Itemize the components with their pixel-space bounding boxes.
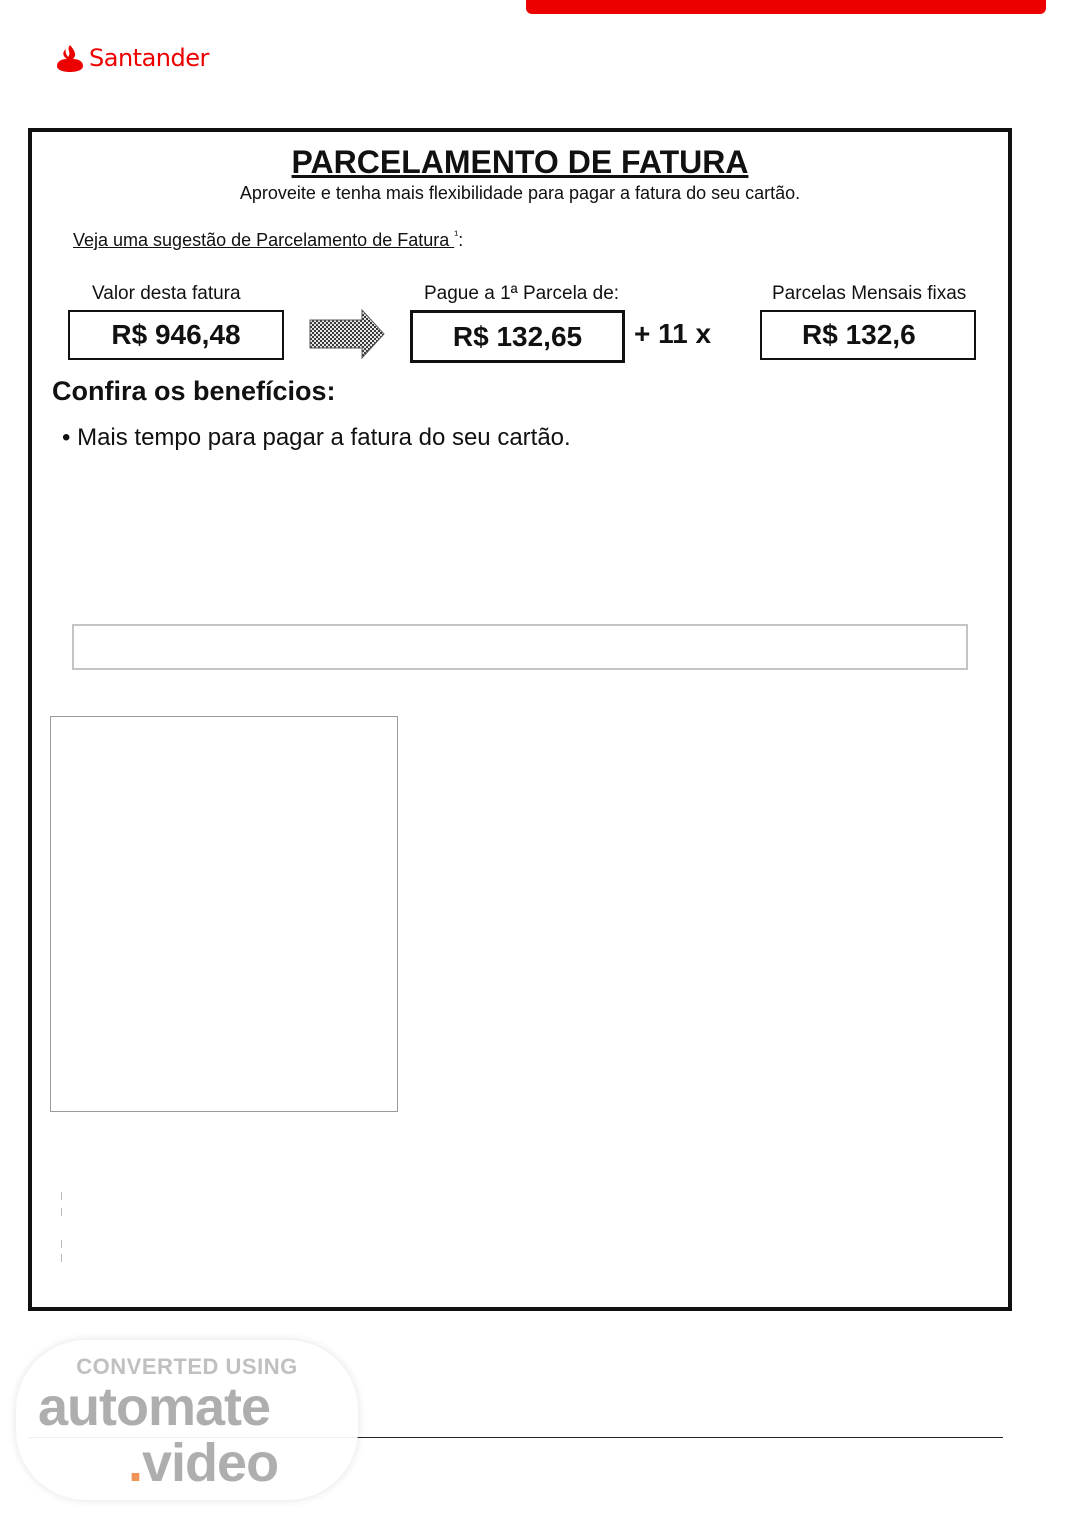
installment-count: + 11 x bbox=[634, 318, 712, 349]
document-subtitle: Aproveite e tenha mais flexibilidade para pagar a fatura do seu cartão. bbox=[239, 183, 801, 203]
empty-field-box bbox=[72, 624, 968, 670]
invoice-value-label: Valor desta fatura bbox=[92, 283, 241, 304]
invoice-value-box: R$ 946,48 bbox=[68, 310, 284, 360]
watermark-badge bbox=[16, 1340, 358, 1500]
top-accent-bar bbox=[526, 0, 1046, 14]
watermark-word: video bbox=[142, 1433, 279, 1493]
watermark-line3 bbox=[128, 1432, 278, 1494]
mark bbox=[61, 1192, 62, 1200]
monthly-installment-label: Parcelas Mensais fixas bbox=[772, 283, 967, 304]
image-placeholder bbox=[50, 716, 398, 1112]
document-title: PARCELAMENTO DE FATURA bbox=[291, 144, 749, 180]
suggestion-text: Veja uma sugestão de Parcelamento de Fatura bbox=[73, 230, 455, 250]
first-installment-label: Pague a 1ª Parcela de: bbox=[424, 283, 620, 304]
watermark-line2: automate bbox=[38, 1377, 271, 1437]
mark bbox=[61, 1208, 62, 1216]
first-installment-box: R$ 132,65 bbox=[410, 310, 625, 363]
watermark-line1: CONVERTED USING bbox=[76, 1354, 298, 1379]
benefits-heading: Confira os benefícios: bbox=[52, 376, 336, 406]
invoice-installment-document bbox=[28, 128, 1012, 1311]
flame-icon bbox=[55, 43, 85, 73]
arrow-right-icon bbox=[308, 308, 386, 360]
brand-name: Santander bbox=[89, 44, 209, 72]
benefit-item: • Mais tempo para pagar a fatura do seu cartão. bbox=[62, 424, 571, 451]
santander-logo bbox=[55, 40, 209, 76]
faded-benefit-line bbox=[77, 466, 637, 474]
suggestion-colon: : bbox=[458, 230, 464, 250]
suggestion-line bbox=[73, 228, 463, 251]
footnote-marker: ¹ bbox=[454, 228, 459, 242]
monthly-installment-box: R$ 132,6 bbox=[760, 310, 976, 360]
mark bbox=[61, 1240, 62, 1248]
mark bbox=[61, 1254, 62, 1262]
watermark-dot: . bbox=[128, 1433, 143, 1493]
